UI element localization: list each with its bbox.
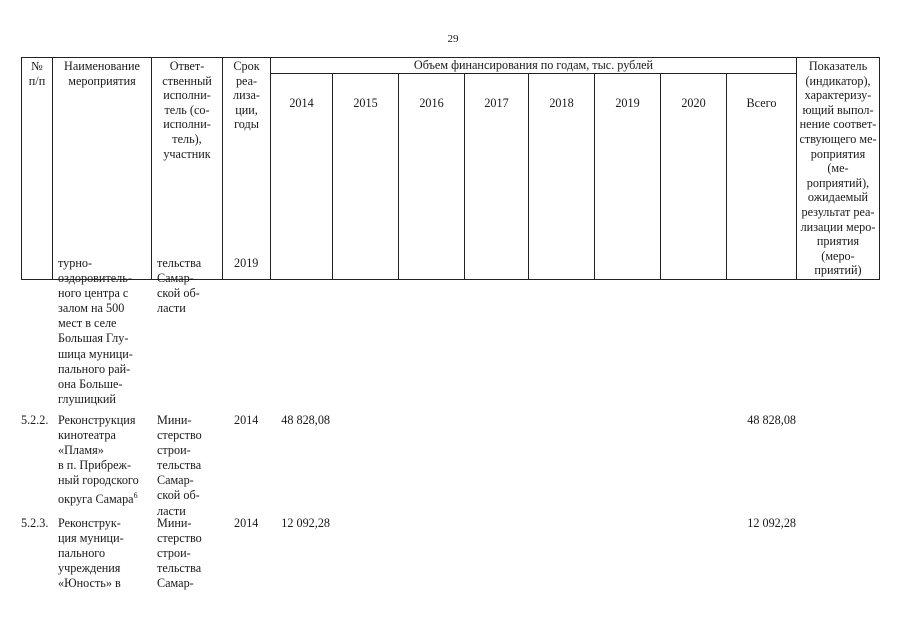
header-responsible: Ответ- ственный исполни- тель (со- исполни- тель), участник <box>152 58 223 280</box>
header-year-2014: 2014 <box>271 73 333 279</box>
row-3-num: 5.2.3. <box>21 516 49 530</box>
row-2-2014: 48 828,08 <box>281 413 330 427</box>
row-2-term: 2014 <box>234 413 259 427</box>
row-2-name <box>58 413 139 508</box>
row-2-footnote: 6 <box>133 491 138 501</box>
row-2-num: 5.2.2. <box>21 413 49 427</box>
header-indicator: Показатель (индикатор), характеризу- ющий выпол- нение соответ- ствующего ме- роприятия (ме- роприятий), ожидаемый результат реа- лизации меро- приятия (меро- приятий) <box>797 58 880 280</box>
row-2-name-text: Реконструкция кинотеатра «Пламя» в п. Прибреж- ный городского округа Самара <box>58 413 139 507</box>
header-total: Всего <box>727 73 797 279</box>
header-year-2020: 2020 <box>661 73 727 279</box>
row-2-total: 48 828,08 <box>747 413 796 427</box>
header-year-2019: 2019 <box>595 73 661 279</box>
row-2-responsible: Мини- стерство строи- тельства Самар- ской об- ласти <box>157 413 202 518</box>
row-3-name: Реконструк- ция муници- пального учреждения «Юность» в <box>58 516 124 591</box>
header-year-2015: 2015 <box>333 73 399 279</box>
header-num: № п/п <box>22 58 53 280</box>
row-3-2014: 12 092,28 <box>281 516 330 530</box>
row-3-responsible: Мини- стерство строи- тельства Самар- <box>157 516 202 591</box>
header-year-2016: 2016 <box>399 73 465 279</box>
row-3-total: 12 092,28 <box>747 516 796 530</box>
row-1-name: турно- оздоровитель- ного центра с залом на 500 мест в селе Большая Глу- шица муници- пального рай- она Больше- глушицкий <box>58 256 133 406</box>
table-header <box>21 57 880 280</box>
header-financing: Объем финансирования по годам, тыс. рублей <box>271 58 797 74</box>
header-name: Наименование мероприятия <box>53 58 152 280</box>
row-1-responsible: тельства Самар- ской об- ласти <box>157 256 202 316</box>
page-number: 29 <box>447 33 459 45</box>
header-year-2017: 2017 <box>465 73 529 279</box>
row-1-term: 2019 <box>234 256 259 270</box>
header-year-2018: 2018 <box>529 73 595 279</box>
row-3-term: 2014 <box>234 516 259 530</box>
header-term: Срок реа- лиза- ции, годы <box>223 58 271 280</box>
